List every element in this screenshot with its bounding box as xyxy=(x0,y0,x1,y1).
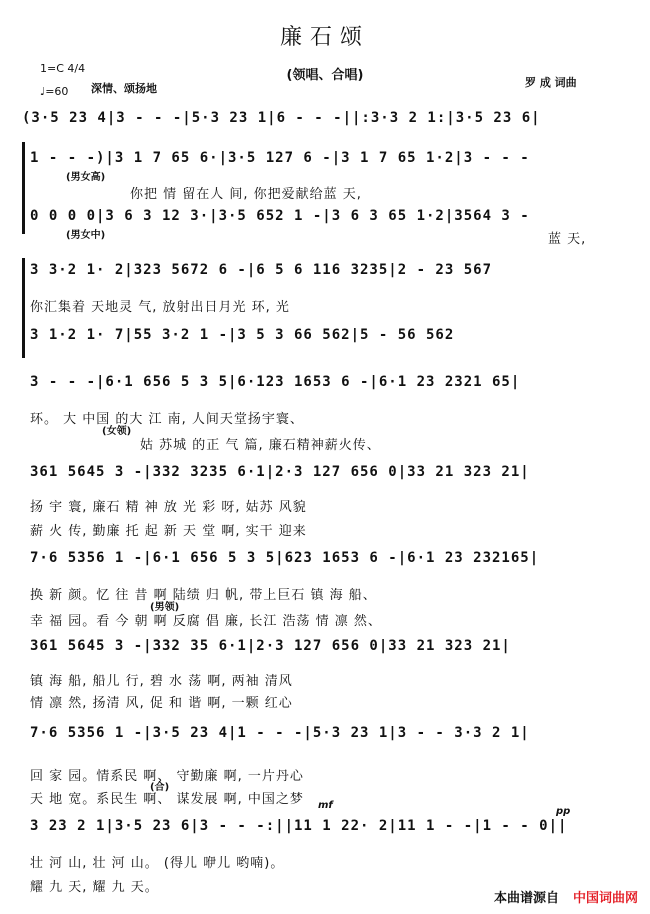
dynamic-mark: mf xyxy=(318,800,333,811)
lyric-line: 薪 火 传, 勤廉 托 起 新 天 堂 啊, 实干 迎来 xyxy=(30,524,307,539)
lyric-line: 蓝 天, xyxy=(548,232,587,247)
lyric-line: 你汇集着 天地灵 气, 放射出日月光 环, 光 xyxy=(30,300,290,315)
part-label: (男女中) xyxy=(66,230,106,241)
lyric-line: 姑 苏城 的正 气 篇, 廉石精神薪火传、 xyxy=(140,438,381,453)
song-subtitle: (领唱、合唱) xyxy=(286,68,364,83)
lyric-line: 你把 情 留在人 间, 你把爱献给蓝 天, xyxy=(130,187,362,202)
score-line: 361 5645 3 -|332 3235 6·1|2·3 127 656 0|33 21 323 21| xyxy=(30,464,530,480)
lyric-line: 耀 九 天, 耀 九 天。 xyxy=(30,880,159,895)
composer-credit: 罗 成 词曲 xyxy=(525,76,577,89)
lyric-line: 回 家 园。情系民 啊、 守勤廉 啊, 一片丹心 xyxy=(30,769,304,784)
key-signature: 1=C 4/4 xyxy=(40,62,86,75)
source-footer xyxy=(494,887,638,906)
lyric-line: 换 新 颜。忆 往 昔 啊 陆绩 归 帆, 带上巨石 镇 海 船、 xyxy=(30,588,377,603)
system-brace xyxy=(22,258,25,358)
lyric-line: 天 地 宽。系民生 啊、 谋发展 啊, 中国之梦 xyxy=(30,792,304,807)
dynamic-mark: pp xyxy=(556,806,571,817)
part-label: (女领) xyxy=(102,426,132,437)
score-line: 361 5645 3 -|332 35 6·1|2·3 127 656 0|33 21 323 21| xyxy=(30,638,511,654)
score-line: 3 - - -|6·1 656 5 3 5|6·123 1653 6 -|6·1 23 2321 65| xyxy=(30,374,521,390)
score-line: 7·6 5356 1 -|3·5 23 4|1 - - -|5·3 23 1|3 - - 3·3 2 1| xyxy=(30,725,530,741)
source-label: 本曲谱源自 xyxy=(493,891,559,906)
lyric-line: 幸 福 园。看 今 朝 啊 反腐 倡 廉, 长江 浩荡 情 凛 然、 xyxy=(30,614,382,629)
lyric-line: 扬 宇 寰, 廉石 精 神 放 光 彩 呀, 姑苏 风貌 xyxy=(30,500,307,515)
tempo-mark: ♩=60 xyxy=(40,85,69,98)
score-line: 1 - - -)|3 1 7 65 6·|3·5 127 6 -|3 1 7 65 1·2|3 - - - xyxy=(30,150,530,166)
score-line: 3 23 2 1|3·5 23 6|3 - - -:||11 1 22· 2|11 1 - -|1 - - 0|| xyxy=(30,818,568,834)
score-line: 3 3·2 1· 2|323 5672 6 -|6 5 6 116 3235|2 - 23 567 xyxy=(30,262,493,278)
score-line: 3 1·2 1· 7|55 3·2 1 -|3 5 3 66 562|5 - 56 562 xyxy=(30,327,455,343)
song-title: 廉石颂 xyxy=(279,25,370,50)
score-line: (3·5 23 4|3 - - -|5·3 23 1|6 - - -||:3·3 2 1:|3·5 23 6| xyxy=(22,110,541,126)
lyric-line: 镇 海 船, 船儿 行, 碧 水 荡 啊, 两袖 清风 xyxy=(30,674,293,689)
lyric-line: 环。 大 中国 的大 江 南, 人间天堂扬宇寰、 xyxy=(30,412,304,427)
part-label: (男女高) xyxy=(66,172,106,183)
score-line: 0 0 0 0|3 6 3 12 3·|3·5 652 1 -|3 6 3 65 1·2|3564 3 - xyxy=(30,208,530,224)
part-label: (合) xyxy=(150,782,170,793)
score-line: 7·6 5356 1 -|6·1 656 5 3 5|623 1653 6 -|6·1 23 232165| xyxy=(30,550,540,566)
site-link[interactable]: 中国词曲网 xyxy=(572,891,638,906)
lyric-line: 情 凛 然, 扬清 风, 促 和 谐 啊, 一颗 红心 xyxy=(30,696,293,711)
lyric-line: 壮 河 山, 壮 河 山。 (得儿 咿儿 哟喃)。 xyxy=(30,856,285,871)
part-label: (男领) xyxy=(150,602,180,613)
expression-mark: 深情、颂扬地 xyxy=(91,82,157,95)
system-brace xyxy=(22,142,25,234)
